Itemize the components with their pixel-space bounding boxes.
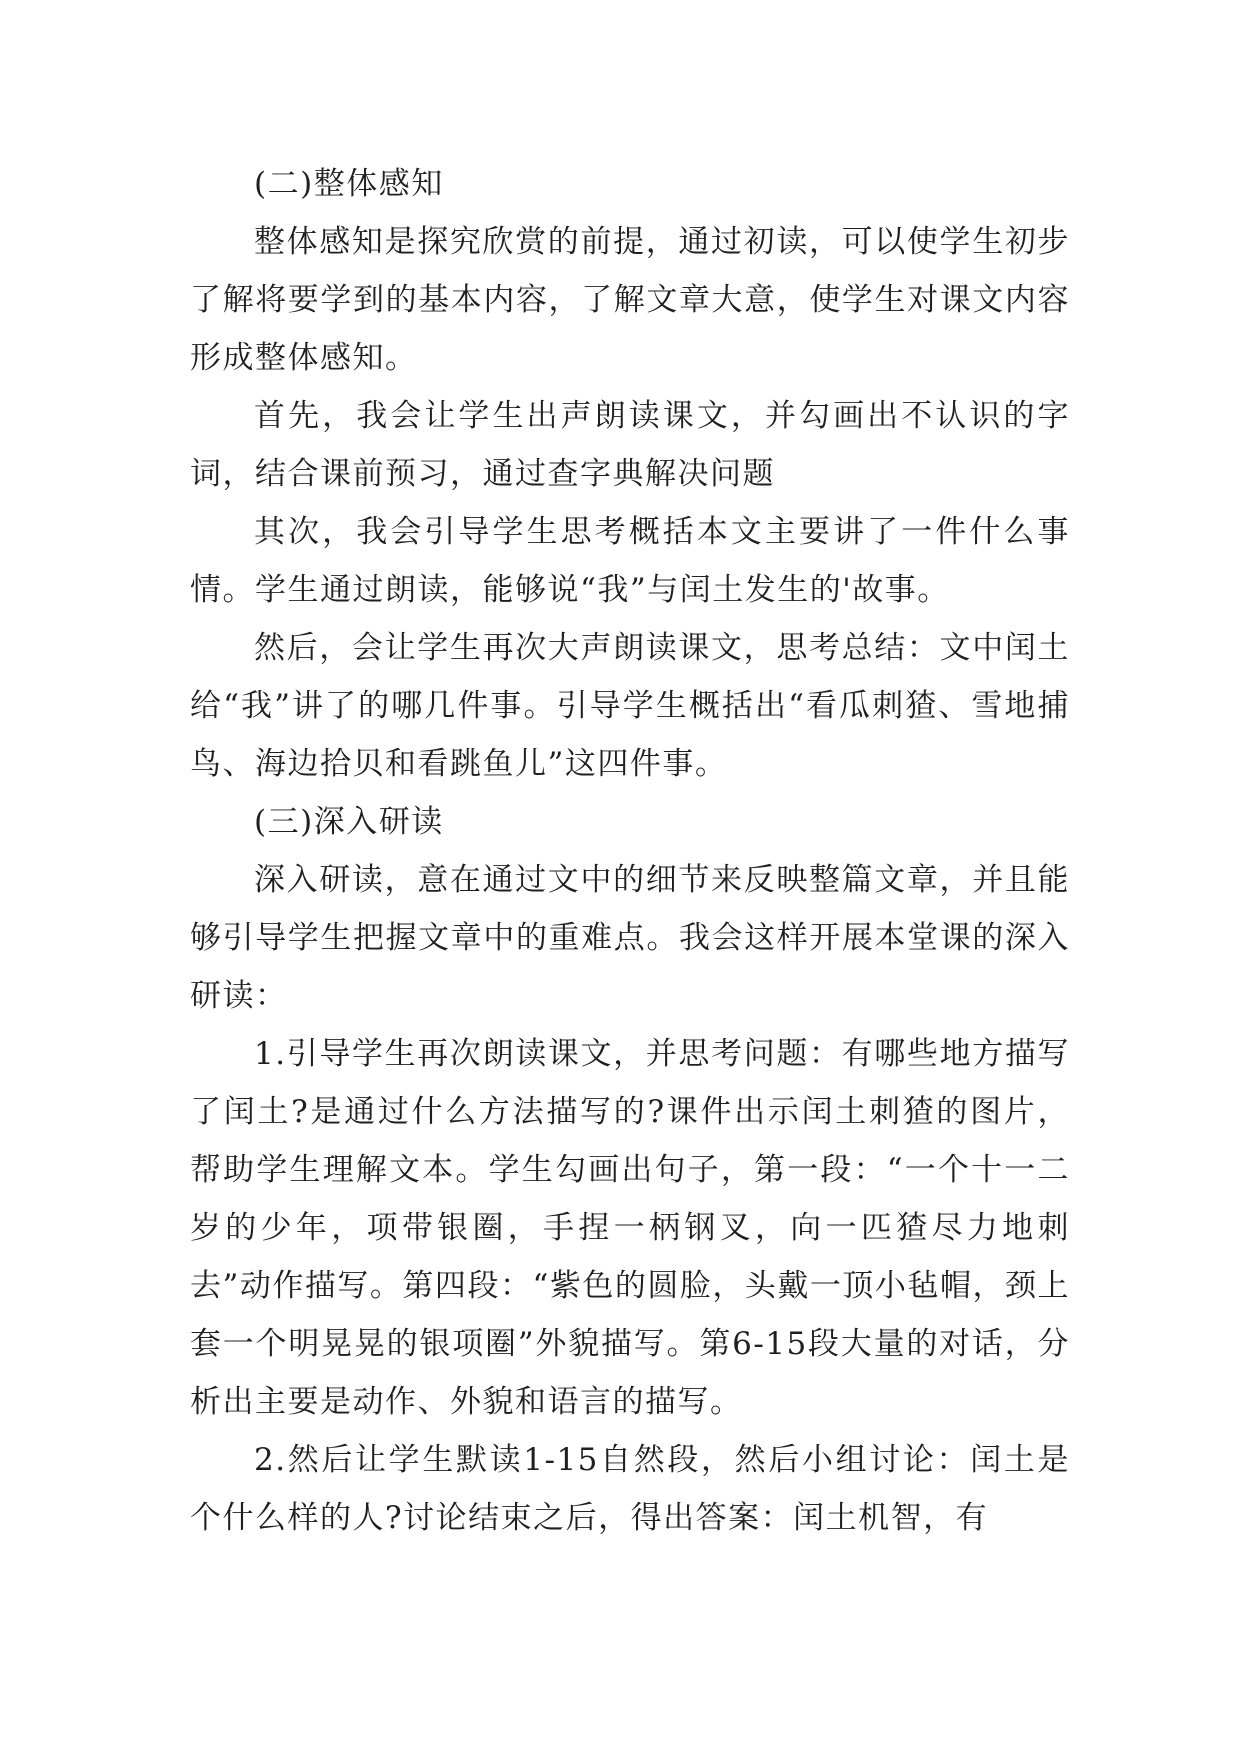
paragraph: 其次，我会引导学生思考概括本文主要讲了一件什么事情。学生通过朗读，能够说“我”与闰土发生的'故事。 — [190, 514, 1070, 608]
paragraph: 整体感知是探究欣赏的前提，通过初读，可以使学生初步了解将要学到的基本内容，了解文章大意，使学生对课文内容形成整体感知。 — [190, 224, 1070, 376]
section-heading-deep-reading: (三)深入研读 — [254, 804, 444, 840]
paragraph: 2.然后让学生默读1-15自然段，然后小组讨论：闰土是个什么样的人?讨论结束之后，得出答案：闰土机智，有 — [190, 1442, 1070, 1536]
document-body — [190, 155, 1070, 1547]
paragraph: 首先，我会让学生出声朗读课文，并勾画出不认识的字词，结合课前预习，通过查字典解决问题 — [190, 398, 1070, 492]
paragraph: 然后，会让学生再次大声朗读课文，思考总结：文中闰土给“我”讲了的哪几件事。引导学生概括出“看瓜刺猹、雪地捕鸟、海边拾贝和看跳鱼儿”这四件事。 — [190, 630, 1070, 782]
paragraph: 1.引导学生再次朗读课文，并思考问题：有哪些地方描写了闰土?是通过什么方法描写的?课件出示闰土刺猹的图片，帮助学生理解文本。学生勾画出句子，第一段：“一个十一二岁的少年，项带银圈，手捏一柄钢叉，向一匹猹尽力地刺去”动作描写。第四段：“紫色的圆脸，头戴一顶小毡帽，颈上套一个明晃晃的银项圈”外貌描写。第6-15段大量的对话，分析出主要是动作、外貌和语言的描写。 — [190, 1036, 1070, 1420]
section-heading-overall-perception: (二)整体感知 — [254, 166, 444, 202]
paragraph: 深入研读，意在通过文中的细节来反映整篇文章，并且能够引导学生把握文章中的重难点。我会这样开展本堂课的深入研读： — [190, 862, 1070, 1014]
